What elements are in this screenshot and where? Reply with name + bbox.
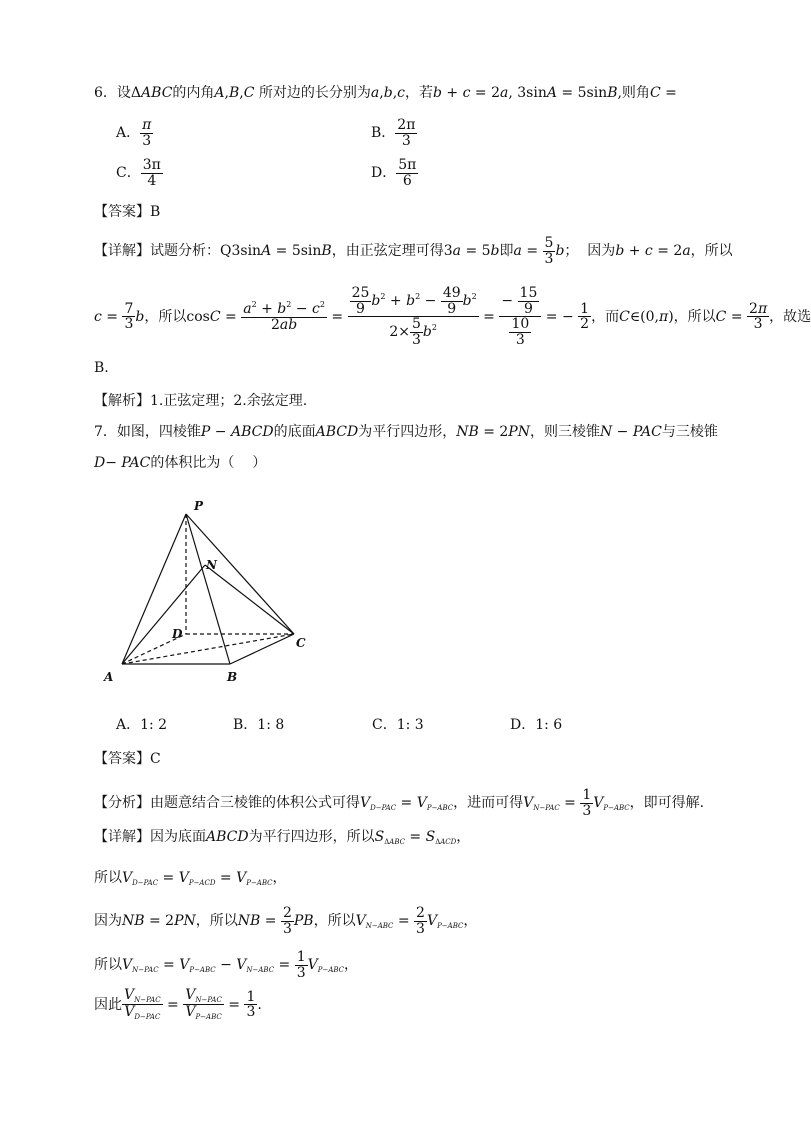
q7-stem-line2: D− PAC的体积比为（ ）: [94, 455, 267, 471]
q6-option-a: A． $\frac{\pi}{3}$: [116, 117, 152, 149]
label-p: P: [194, 499, 204, 513]
label-c: C: [296, 636, 306, 650]
label-n: N: [206, 558, 217, 572]
q6-option-b: B． $\frac{2\pi}{3}$: [371, 117, 416, 149]
q7-detail-line5: 因此 $\frac{V_{N-PAC}}{V_{D-PAC}}$ = $\frac{V_{N-PAC}}{V_{P-ABC}}$ = $\frac{1}{3}$ .: [94, 987, 262, 1022]
q6-answer: 【答案】B: [94, 204, 161, 220]
q7-detail-line4: 所以$V_{N-PAC} = V_{P-ABC} - V_{N-ABC}$ = $\frac{1}{3}$ $V_{P-ABC}$，: [94, 949, 359, 981]
q7-detail-line1: 【详解】因为底面ABCD为平行四边形，所以$S_{\Delta ABC} = S_{\Delta ACD}$，: [94, 829, 471, 846]
q6-option-d: D． $\frac{5\pi}{6}$: [371, 157, 417, 189]
q7-option-b: B．1: 8: [233, 717, 285, 733]
q7-stem-line1: 7．如图，四棱锥P − ABCD的底面ABCD为平行四边形，NB = 2PN，则三棱锥N − PAC与三棱锥: [94, 424, 718, 440]
q7-option-d: D．1: 6: [510, 717, 563, 733]
q7-fenxi: 【分析】由题意结合三棱锥的体积公式可得$V_{D-PAC} = V_{P-ABC}$，进而可得$V_{N-PAC}$ = $\frac{1}{3}$ $V_{P-ABC}$，即可得解.: [94, 787, 705, 819]
q7-answer: 【答案】C: [94, 751, 161, 767]
q7-detail-line3: 因为NB = 2PN，所以NB = $\frac{2}{3}$ PB，所以$V_{N-ABC}$ = $\frac{2}{3}$ $V_{P-ABC}$，: [94, 905, 478, 937]
label-b: B: [227, 670, 238, 684]
q6-detail-line1: 【详解】试题分析：Q3sinA = 5sinB，由正弦定理可得3a = 5b即a = $\frac{5}{3}$ b； 因为b + c = 2a，所以: [94, 235, 733, 267]
q6-detail-line2: c = $\frac{7}{3}$ b，所以cosC = $\frac{a^2 + b^2 - c^2}{2ab}$ = $\frac{25}{9}$ $b^2 + b^2$ − $\frac{49}{9}$ $b^2$ 2× $\frac{5}{3}$ $b^2$ = − $\frac{15}{9}$ $\frac{10}{3}$ = − $\frac{1}{2}$ ，而C∈(0,π)，所以C = $\frac{2\pi}{3}$ ，故选: [94, 285, 811, 349]
q7-option-c: C．1: 3: [372, 717, 424, 733]
q6-option-c: C． $\frac{3\pi}{4}$: [116, 157, 161, 189]
q7-option-a: A．1: 2: [116, 717, 168, 733]
pyramid-figure: [95, 490, 325, 690]
q6-analysis: 【解析】1.正弦定理；2.余弦定理.: [94, 393, 308, 409]
label-a: A: [104, 670, 114, 684]
q6-detail-line3: B.: [94, 360, 109, 376]
q6-stem: 6．设ΔABC的内角A,B,C 所对边的长分别为a,b,c，若b + c = 2a, 3sinA = 5sinB,则角C =: [94, 85, 677, 101]
q7-detail-line2: 所以$V_{D-PAC} = V_{P-ACD} = V_{P-ABC}$，: [94, 870, 287, 887]
label-d: D: [172, 627, 183, 641]
